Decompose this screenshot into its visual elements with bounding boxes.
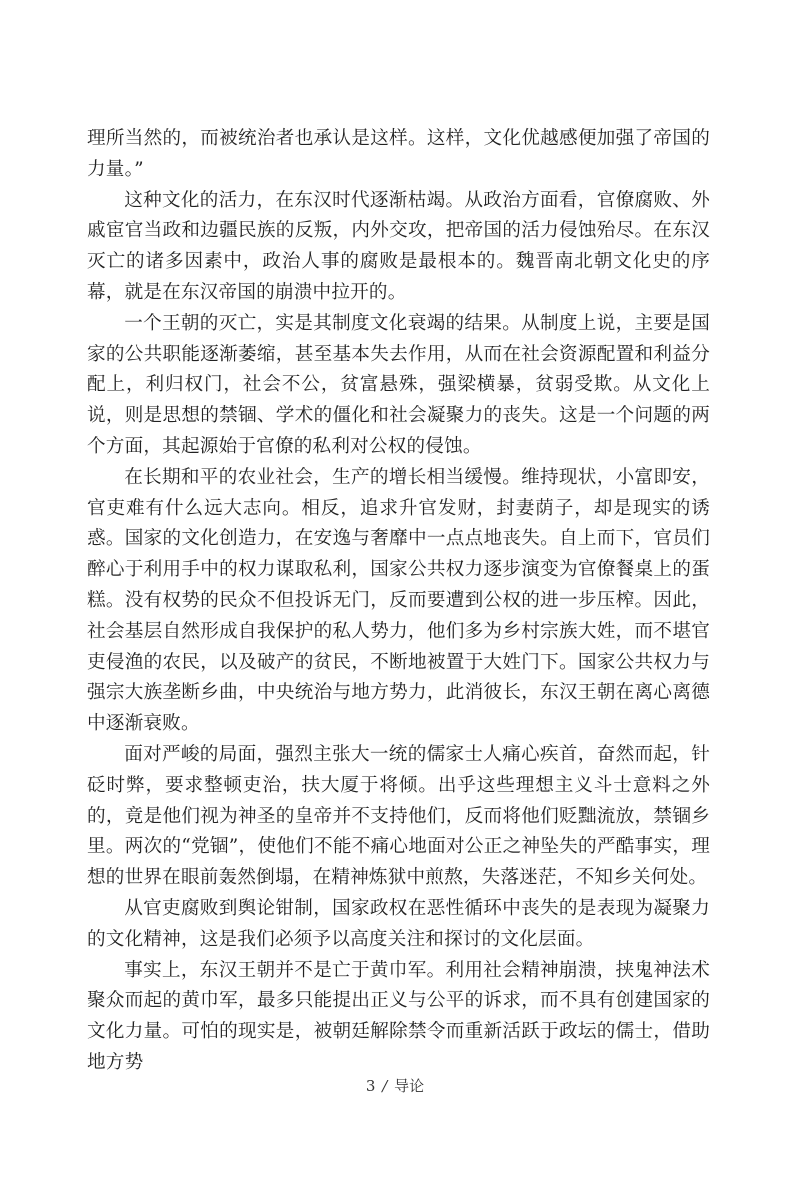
page-footer — [0, 1075, 790, 1096]
paragraph: 事实上，东汉王朝并不是亡于黄巾军。利用社会精神崩溃，挟鬼神法术聚众而起的黄巾军，最多只能提出正义与公平的诉求，而不具有创建国家的文化力量。可怕的现实是，被朝廷解除禁令而重新活跃于政坛的儒士，借助地方势 — [87, 959, 710, 1073]
footer-separator: / — [382, 1077, 388, 1095]
paragraph: 一个王朝的灭亡，实是其制度文化衰竭的结果。从制度上说，主要是国家的公共职能逐渐萎缩，甚至基本失去作用，从而在社会资源配置和利益分配上，利归权门，社会不公，贫富悬殊，强梁横暴，贫弱受欺。从文化上说，则是思想的禁锢、学术的僵化和社会凝聚力的丧失。这是一个问题的两个方面，其起源始于官僚的私利对公权的侵蚀。 — [87, 312, 710, 457]
paragraph: 从官吏腐败到舆论钳制，国家政权在恶性循环中丧失的是表现为凝聚力的文化精神，这是我们必须予以高度关注和探讨的文化层面。 — [87, 897, 710, 950]
section-title: 导论 — [394, 1077, 425, 1095]
paragraph: 在长期和平的农业社会，生产的增长相当缓慢。维持现状，小富即安，官吏难有什么远大志向。相反，追求升官发财，封妻荫子，却是现实的诱惑。国家的文化创造力，在安逸与奢靡中一点点地丧失。自上而下，官员们醉心于利用手中的权力谋取私利，国家公共权力逐步演变为官僚餐桌上的蛋糕。没有权势的民众不但投诉无门，反而要遭到公权的进一步压榨。因此，社会基层自然形成自我保护的私人势力，他们多为乡村宗族大姓，而不堪官吏侵渔的农民，以及破产的贫民，不断地被置于大姓门下。国家公共权力与强宗大族垄断乡曲，中央统治与地方势力，此消彼长，东汉王朝在离心离德中逐渐衰败。 — [87, 466, 710, 735]
body-text — [87, 124, 710, 1079]
paragraph: 面对严峻的局面，强烈主张大一统的儒家士人痛心疾首，奋然而起，针砭时弊，要求整顿吏治，扶大厦于将倾。出乎这些理想主义斗士意料之外的，竟是他们视为神圣的皇帝并不支持他们，反而将他们贬黜流放，禁锢乡里。两次的“党锢”，使他们不能不痛心地面对公正之神坠失的严酷事实，理想的世界在眼前轰然倒塌，在精神炼狱中煎熬，失落迷茫，不知乡关何处。 — [87, 743, 710, 889]
paragraph-continuation: 理所当然的，而被统治者也承认是这样。这样，文化优越感便加强了帝国的力量。” — [87, 128, 710, 180]
page-number: 3 — [365, 1077, 376, 1095]
paragraph: 这种文化的活力，在东汉时代逐渐枯竭。从政治方面看，官僚腐败、外戚宦官当政和边疆民族的反叛，内外交攻，把帝国的活力侵蚀殆尽。在东汉灭亡的诸多因素中，政治人事的腐败是最根本的。魏晋南北朝文化史的序幕，就是在东汉帝国的崩溃中拉开的。 — [87, 189, 710, 303]
